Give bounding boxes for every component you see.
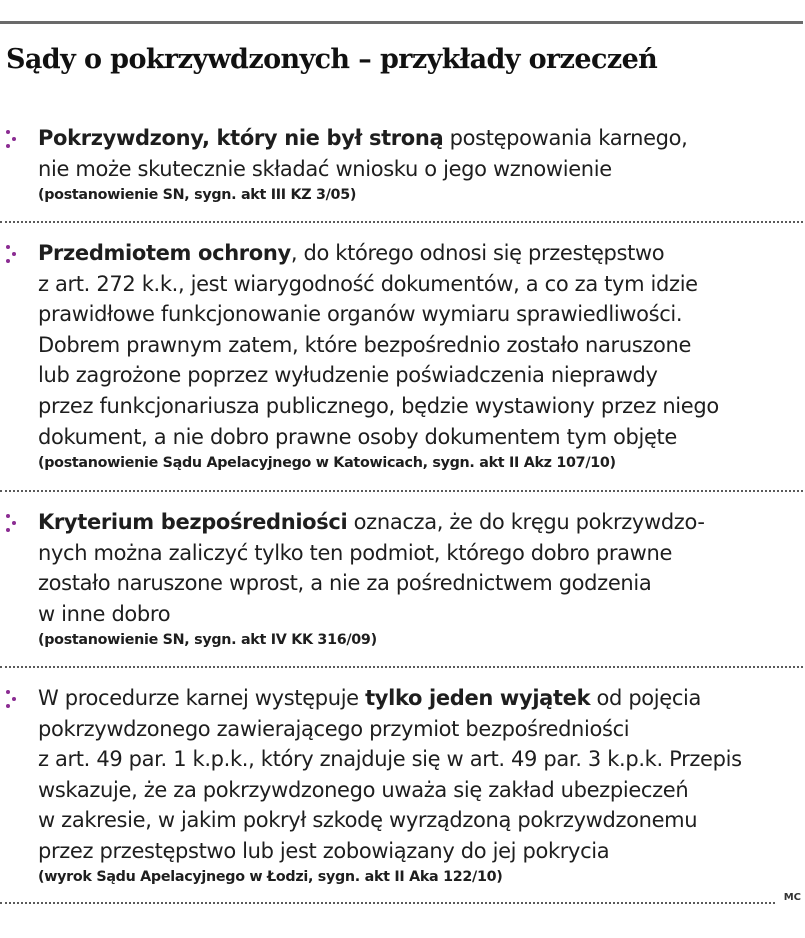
ruling-source: (postanowienie Sądu Apelacyjnego w Katowicach, sygn. akt II Akz 107/10) <box>38 455 616 471</box>
text-line <box>38 330 719 361</box>
bold-phrase: Przedmiotem ochrony <box>38 241 291 265</box>
text-run: postępowania karnego, <box>443 126 688 150</box>
text-line <box>38 538 705 569</box>
text-run: wskazuje, że za pokrzywdzonego uważa się zakład ubezpieczeń <box>38 777 689 802</box>
ruling-text <box>38 683 742 867</box>
text-line <box>38 775 742 806</box>
text-run: W procedurze karnej występuje <box>38 686 366 710</box>
text-line <box>38 238 719 269</box>
text-run: lub zagrożone poprzez wyłudzenie poświadczenia nieprawdy <box>38 363 658 388</box>
page-title: Sądy o pokrzywdzonych – przykłady orzeczeń <box>6 44 658 75</box>
bold-phrase: Kryterium bezpośredniości <box>38 510 348 534</box>
text-line <box>38 683 742 714</box>
text-run: , do którego odnosi się przestępstwo <box>290 241 665 265</box>
text-line <box>38 269 719 300</box>
text-run: nie może skutecznie składać wniosku o jego wznowienie <box>38 156 612 181</box>
bullet-icon <box>6 690 22 712</box>
bold-phrase: tylko jeden wyjątek <box>365 686 591 710</box>
text-line <box>38 836 742 867</box>
text-line <box>38 744 742 775</box>
bullet-icon <box>6 514 22 536</box>
text-run: dokument, a nie dobro prawne osoby dokumentem tym objęte <box>38 424 677 449</box>
text-line <box>38 154 687 185</box>
text-run: z art. 49 par. 1 k.p.k., który znajduje się w art. 49 par. 3 k.p.k. Przepis <box>38 747 742 772</box>
text-line <box>38 568 705 599</box>
text-run: zostało naruszone wprost, a nie za pośrednictwem godzenia <box>38 571 652 596</box>
dotted-separator <box>0 221 803 223</box>
ruling-source: (postanowienie SN, sygn. akt III KZ 3/05) <box>38 187 357 203</box>
text-line <box>38 507 705 538</box>
top-rule <box>0 21 803 24</box>
text-line <box>38 599 705 630</box>
text-run: w inne dobro <box>38 601 171 626</box>
text-line <box>38 714 742 745</box>
text-run: nych można zaliczyć tylko ten podmiot, którego dobro prawne <box>38 540 673 565</box>
text-run: przez przestępstwo lub jest zobowiązany do jej pokrycia <box>38 838 610 863</box>
text-line <box>38 360 719 391</box>
text-run: w zakresie, w jakim pokrył szkodę wyrządzoną pokrzywdzonemu <box>38 808 698 833</box>
bullet-icon <box>6 130 22 152</box>
bullet-icon <box>6 245 22 267</box>
ruling-source: (wyrok Sądu Apelacyjnego w Łodzi, sygn. akt II Aka 122/10) <box>38 869 503 885</box>
text-line <box>38 123 687 154</box>
text-run: przez funkcjonariusza publicznego, będzie wystawiony przez niego <box>38 393 719 418</box>
dotted-separator <box>0 666 803 668</box>
text-line <box>38 422 719 453</box>
text-line <box>38 299 719 330</box>
ruling-text <box>38 507 705 629</box>
author-credit: MC <box>783 892 801 903</box>
text-run: oznacza, że do kręgu pokrzywdzo- <box>347 510 705 534</box>
text-run: pokrzywdzonego zawierającego przymiot bezpośredniości <box>38 716 630 741</box>
text-line <box>38 805 742 836</box>
ruling-text <box>38 238 719 452</box>
dotted-separator <box>0 490 803 492</box>
bold-phrase: Pokrzywdzony, który nie był stroną <box>38 126 444 150</box>
ruling-text <box>38 123 687 184</box>
text-line <box>38 391 719 422</box>
ruling-source: (postanowienie SN, sygn. akt IV KK 316/09) <box>38 632 377 648</box>
text-run: z art. 272 k.k., jest wiarygodność dokumentów, a co za tym idzie <box>38 271 698 296</box>
text-run: prawidłowe funkcjonowanie organów wymiaru sprawiedliwości. <box>38 302 683 327</box>
dotted-separator <box>0 902 775 904</box>
text-run: od pojęcia <box>590 686 702 710</box>
text-run: Dobrem prawnym zatem, które bezpośrednio zostało naruszone <box>38 332 692 357</box>
